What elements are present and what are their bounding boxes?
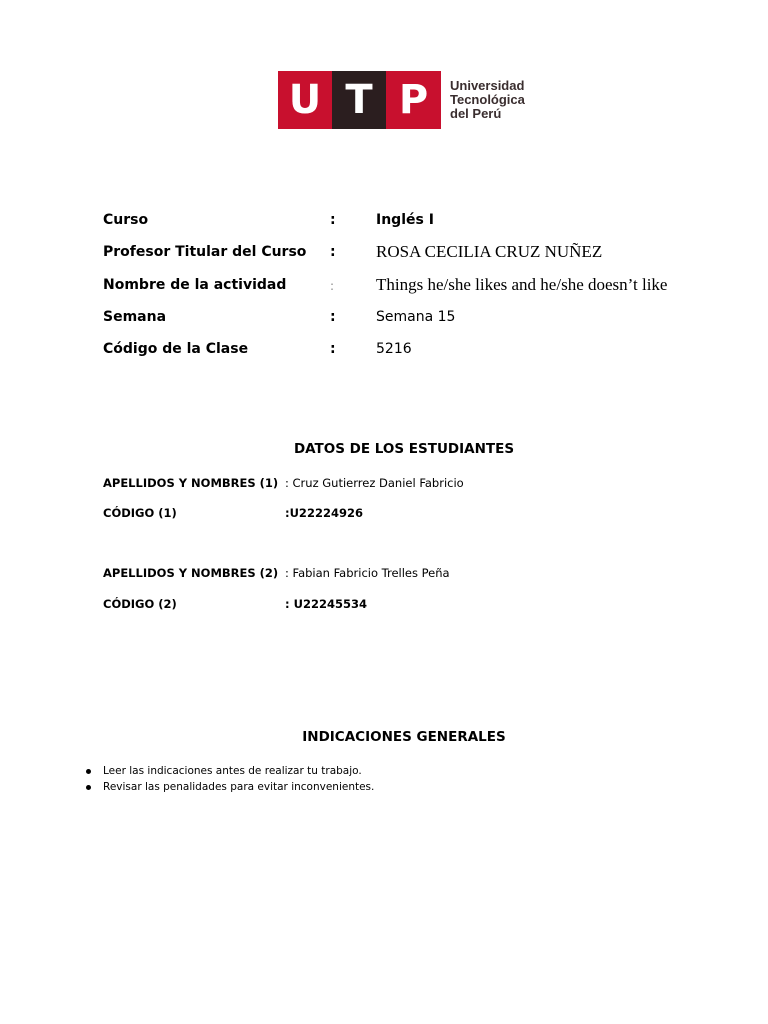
info-value-class-code: 5216 <box>376 341 412 357</box>
info-value-week: Semana 15 <box>376 309 456 325</box>
info-row-class-code <box>103 338 723 362</box>
list-item-text: Leer las indicaciones antes de realizar tu trabajo. <box>103 765 362 777</box>
logo-letter-t: T <box>332 71 386 129</box>
logo-letter-u: U <box>278 71 332 129</box>
utp-logo <box>278 71 525 129</box>
student-1-name-row <box>103 476 603 494</box>
general-indications-heading: INDICACIONES GENERALES <box>302 729 506 745</box>
info-label: Semana <box>103 309 167 325</box>
info-colon: : <box>330 279 335 293</box>
info-row-professor <box>103 241 723 265</box>
list-item-text: Revisar las penalidades para evitar inconvenientes. <box>103 781 375 793</box>
info-colon: : <box>330 341 336 357</box>
info-value-activity: Things he/she likes and he/she doesn’t like <box>376 275 668 294</box>
student-1-code-row <box>103 506 603 524</box>
students-heading: DATOS DE LOS ESTUDIANTES <box>293 441 515 457</box>
logo-letter-p: P <box>386 71 441 129</box>
info-colon: : <box>330 244 336 260</box>
info-value-course: Inglés I <box>376 212 434 228</box>
info-label: Profesor Titular del Curso <box>103 244 307 260</box>
info-label: Curso <box>103 212 149 228</box>
student-2-name-row <box>103 566 603 584</box>
student-label: APELLIDOS Y NOMBRES (1) <box>103 476 279 490</box>
logo-text <box>450 71 525 129</box>
student-2-code-row <box>103 597 603 615</box>
student-label: CÓDIGO (2) <box>103 597 177 611</box>
bullet-icon <box>86 769 91 774</box>
info-row-course <box>103 209 723 233</box>
info-value-professor: ROSA CECILIA CRUZ NUÑEZ <box>376 242 603 261</box>
info-row-activity <box>103 274 723 298</box>
logo-text-line-3: del Perú <box>450 106 502 121</box>
logo-text-line-1: Universidad <box>450 78 525 93</box>
info-label: Código de la Clase <box>103 341 249 357</box>
student-label: APELLIDOS Y NOMBRES (2) <box>103 566 279 580</box>
bullet-icon <box>86 785 91 790</box>
info-colon: : <box>330 309 336 325</box>
info-label: Nombre de la actividad <box>103 277 287 293</box>
info-row-week <box>103 306 723 330</box>
student-value: : Fabian Fabricio Trelles Peña <box>285 566 450 580</box>
info-colon: : <box>330 212 336 228</box>
student-value: : Cruz Gutierrez Daniel Fabricio <box>285 476 464 490</box>
student-value: :U22224926 <box>285 506 363 520</box>
student-label: CÓDIGO (1) <box>103 506 177 520</box>
logo-text-line-2: Tecnológica <box>450 92 525 107</box>
student-value: : U22245534 <box>285 597 367 611</box>
